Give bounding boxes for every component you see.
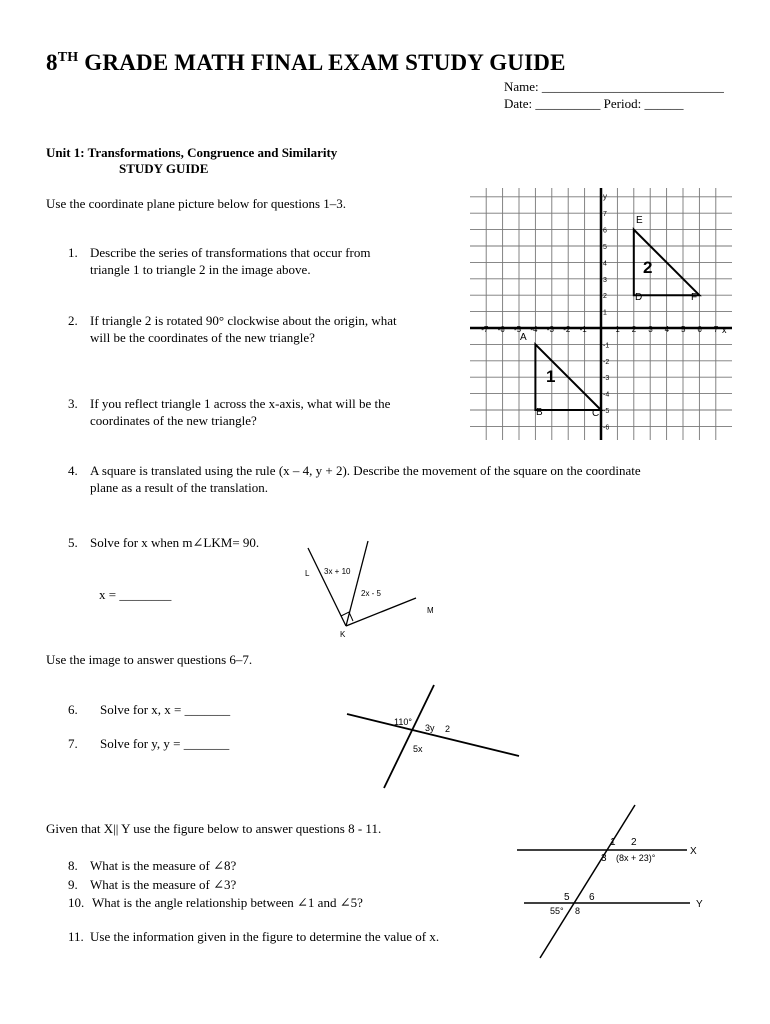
angle-6-label: 6 bbox=[589, 892, 595, 903]
expression-8x-23: (8x + 23)° bbox=[616, 853, 656, 863]
expression-3x-10: 3x + 10 bbox=[324, 567, 351, 576]
y-tick-label: -2 bbox=[603, 358, 610, 366]
angle-5x-label: 5x bbox=[413, 744, 423, 754]
y-tick-label: -1 bbox=[603, 342, 610, 350]
angle-8-label: 8 bbox=[575, 906, 581, 916]
question-8: 8. What is the measure of ∠8? bbox=[68, 858, 237, 873]
point-l-label: L bbox=[305, 569, 310, 578]
angle-1-label: 1 bbox=[610, 837, 616, 848]
intro-questions-8-11: Given that X|| Y use the figure below to answer questions 8 - 11. bbox=[46, 821, 382, 836]
question-1: 1. Describe the series of transformations that occur from triangle 1 to triangle 2 in the image above. bbox=[68, 245, 371, 277]
triangle-1-label: 1 bbox=[546, 367, 556, 386]
x-tick-label: 2 bbox=[631, 325, 637, 334]
angle-5-label: 5 bbox=[564, 892, 570, 903]
triangle-2-label: 2 bbox=[643, 258, 653, 277]
answer-blank-5[interactable]: x = ________ bbox=[99, 587, 172, 602]
y-tick-label: 1 bbox=[603, 309, 607, 317]
x-tick-label: -7 bbox=[481, 325, 489, 334]
y-tick-label: 7 bbox=[603, 211, 607, 219]
question-4: 4. A square is translated using the rule (x – 4, y + 2). Describe the movement of the square on the coordinate plane as a result of the translation. bbox=[68, 463, 641, 495]
expression-2x-5: 2x - 5 bbox=[361, 589, 382, 598]
y-tick-label: 6 bbox=[603, 227, 607, 235]
angle-figure-lkm bbox=[298, 538, 448, 644]
point-m-label: M bbox=[427, 606, 434, 615]
y-tick-label: 4 bbox=[603, 260, 607, 268]
date-period-field[interactable]: Date: __________ Period: ______ bbox=[504, 96, 684, 111]
x-tick-label: -6 bbox=[497, 325, 505, 334]
question-5: 5. Solve for x when m∠LKM= 90. bbox=[68, 535, 260, 550]
question-3: 3. If you reflect triangle 1 across the x-axis, what will be the coordinates of the new triangle? bbox=[68, 396, 391, 428]
axes bbox=[470, 188, 732, 440]
parallel-lines-figure bbox=[512, 800, 712, 965]
intersecting-lines-figure bbox=[344, 682, 524, 792]
x-tick-label: 7 bbox=[713, 325, 719, 334]
angle-55-label: 55° bbox=[550, 906, 564, 916]
x-tick-label: -5 bbox=[514, 325, 522, 334]
x-tick-label: 6 bbox=[697, 325, 702, 334]
x-axis-label: x bbox=[722, 325, 727, 335]
y-tick-label: -3 bbox=[603, 375, 610, 383]
page-title: 8TH GRADE MATH FINAL EXAM STUDY GUIDE bbox=[46, 50, 566, 75]
y-tick-label: -5 bbox=[603, 408, 610, 415]
x-tick-label: 1 bbox=[615, 325, 620, 334]
x-tick-label: 4 bbox=[664, 325, 670, 334]
x-tick-label: 5 bbox=[681, 325, 686, 334]
y-axis-label: y bbox=[603, 192, 607, 201]
question-7: 7. Solve for y, y = _______ bbox=[68, 736, 230, 751]
y-tick-label: 2 bbox=[603, 293, 607, 301]
x-tick-label: 3 bbox=[648, 325, 653, 334]
vertex-c-label: C bbox=[592, 408, 600, 419]
x-tick-label: -1 bbox=[579, 325, 587, 334]
y-tick-label: -6 bbox=[603, 424, 610, 432]
x-tick-label: -3 bbox=[546, 325, 554, 334]
y-tick-label: 3 bbox=[603, 276, 607, 284]
vertex-b-label: B bbox=[536, 407, 543, 418]
angle-2-label: 2 bbox=[631, 837, 637, 848]
unit-subtitle: STUDY GUIDE bbox=[119, 161, 209, 176]
vertex-a-label: A bbox=[520, 332, 527, 343]
vertex-d-label: D bbox=[635, 292, 643, 303]
unit-heading bbox=[46, 145, 337, 177]
unit-title: Unit 1: Transformations, Congruence and Similarity bbox=[46, 145, 338, 160]
x-tick-label: -4 bbox=[530, 325, 538, 334]
name-field[interactable]: Name: ____________________________ bbox=[504, 79, 724, 94]
angle-110-label: 110° bbox=[394, 717, 412, 727]
point-k-label: K bbox=[340, 630, 346, 639]
y-tick-label: 5 bbox=[603, 244, 607, 251]
x-tick-label: -2 bbox=[563, 325, 571, 334]
angle-3-label: 3 bbox=[601, 853, 607, 864]
vertex-e-label: E bbox=[636, 215, 643, 226]
coordinate-plane bbox=[470, 188, 732, 440]
question-10: 10. What is the angle relationship between ∠1 and ∠5? bbox=[68, 895, 363, 910]
name-date-block bbox=[504, 78, 724, 112]
question-6: 6. Solve for x, x = _______ bbox=[68, 702, 231, 717]
y-tick-label: -4 bbox=[603, 391, 610, 399]
line-y-label: Y bbox=[696, 899, 703, 910]
question-11: 11. Use the information given in the figure to determine the value of x. bbox=[68, 929, 440, 944]
intro-questions-1-3: Use the coordinate plane picture below for questions 1–3. bbox=[46, 196, 346, 211]
question-2: 2. If triangle 2 is rotated 90° clockwise about the origin, what will be the coordinates of the new triangle? bbox=[68, 313, 397, 345]
question-9: 9. What is the measure of ∠3? bbox=[68, 877, 237, 892]
vertex-f-label: F bbox=[691, 292, 698, 303]
intro-questions-6-7: Use the image to answer questions 6–7. bbox=[46, 652, 253, 667]
line-x-label: X bbox=[690, 846, 697, 857]
angle-3y-label: 3y bbox=[425, 723, 435, 733]
angle-2-label: 2 bbox=[445, 724, 451, 734]
